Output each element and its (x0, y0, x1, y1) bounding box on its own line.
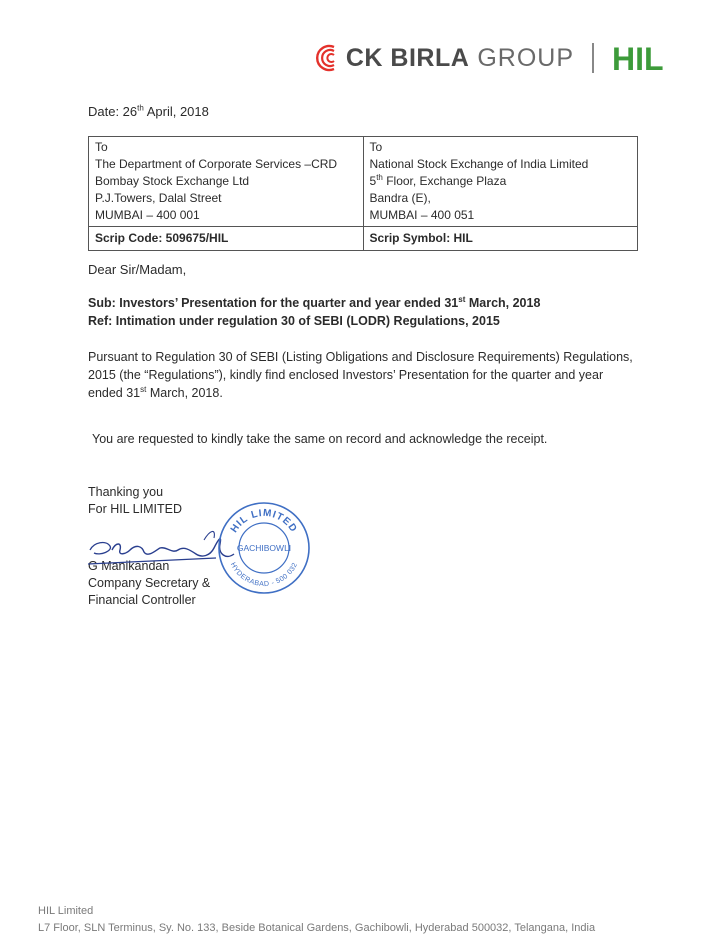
svg-text:HYDERABAD - 500 032 (229, 561, 299, 588)
signatory-title: Company Secretary & (88, 576, 211, 590)
request-paragraph: You are requested to kindly take the same on record and acknowledge the receipt. (92, 432, 548, 446)
svg-text:HIL LIMITED (229, 508, 299, 535)
signatory-name: G Manikandan (88, 559, 170, 573)
logo-separator (592, 43, 594, 73)
footer-company: HIL Limited (38, 905, 94, 917)
hil-logo-text: HIL (612, 42, 664, 74)
seal-center-text: GACHIBOWLI (236, 543, 292, 553)
closing: Thanking you (88, 485, 164, 499)
seal-top-text: HIL LIMITED (228, 507, 300, 535)
letter-date: Date: 26th April, 2018 (88, 103, 209, 119)
greeting: Dear Sir/Madam, (88, 262, 187, 277)
seal-bottom-text: HYDERABAD - 500 032 (228, 561, 300, 589)
footer-address: L7 Floor, SLN Terminus, Sy. No. 133, Beside Botanical Gardens, Gachibowli, Hyderabad 500032, Telangana, India (38, 922, 596, 934)
reference-line: Ref: Intimation under regulation 30 of SEBI (LODR) Regulations, 2015 (88, 314, 500, 328)
ck-birla-wordmark: CK BIRLA (345, 43, 470, 72)
subject-block (88, 294, 540, 330)
scrip-symbol: Scrip Symbol: HIL (363, 227, 638, 251)
group-wordmark: GROUP (477, 43, 574, 72)
addressee-bse: To The Department of Corporate Services –CRD Bombay Stock Exchange Ltd P.J.Towers, Dalal Street MUMBAI – 400 001 (89, 137, 364, 227)
addressee-table (88, 136, 638, 251)
body-paragraph: Pursuant to Regulation 30 of SEBI (Listing Obligations and Disclosure Requirements) Regulations, 2015 (the “Regulations”), kindly find enclosed Investors’ Presentation for the quarter and year ended 31st March, 2018. (88, 350, 633, 400)
hil-logo (612, 42, 676, 74)
scrip-code: Scrip Code: 509675/HIL (89, 227, 364, 251)
signatory-title-2: Financial Controller (88, 593, 196, 607)
addressee-nse: To National Stock Exchange of India Limited 5th Floor, Exchange Plaza Bandra (E), MUMBAI – 400 051 (363, 137, 638, 227)
ck-birla-swirl-icon (314, 43, 342, 73)
letterhead-logos (314, 40, 676, 76)
for-company: For HIL LIMITED (88, 502, 182, 516)
subject-line: Sub: Investors’ Presentation for the quarter and year ended 31st March, 2018 (88, 294, 541, 310)
company-seal (216, 500, 312, 596)
